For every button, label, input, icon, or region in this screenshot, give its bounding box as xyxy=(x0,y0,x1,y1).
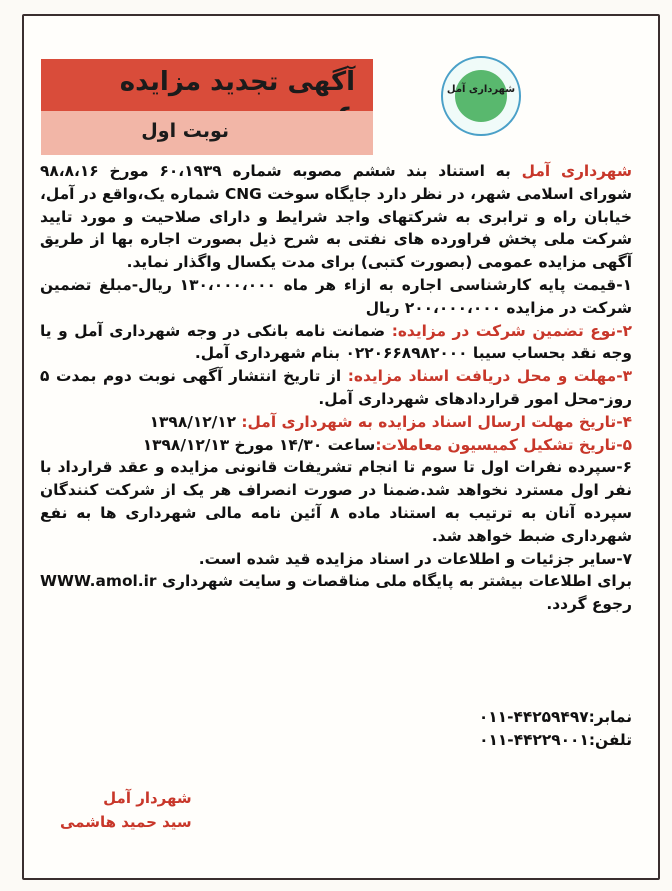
signature-block xyxy=(60,786,192,834)
intro-text: به استناد بند ششم مصوبه شماره ۶۰،۱۹۳۹ مورخ ۹۸،۸،۱۶ شورای اسلامی شهر، در نظر دارد جایگاه سوخت CNG شماره یک،واقع در آمل، خیابان راه و ترابری به شرکتهای واجد شرایط و دارای صلاحیت و مورد تایید شرکت ملی پخش فراورده های نفتی به شرح ذیل بصورت اجاره بها از طریق آگهی مزایده عمومی (بصورت کتبی) برای مدت یکسال واگذار نماید. xyxy=(40,162,632,272)
item-7 xyxy=(40,548,632,571)
municipality-logo xyxy=(441,56,521,136)
fax-number: نمابر:۴۴۲۵۹۴۹۷-۰۱۱ xyxy=(478,708,632,726)
item-text: ۱-قیمت پایه کارشناسی اجاره به ازاء هر ماه ۱۳۰،۰۰۰،۰۰۰ ریال-مبلغ تضمین شرکت در مزایده ۲۰۰،۰۰۰،۰۰۰ ریال xyxy=(40,275,632,317)
item-label: ۴-تاریخ مهلت ارسال اسناد مزایده به شهرداری آمل: xyxy=(241,412,632,431)
intro-org: شهرداری آمل xyxy=(521,162,632,180)
logo-emblem xyxy=(455,70,507,122)
item-5 xyxy=(40,434,632,457)
header-subtitle-band xyxy=(41,111,373,155)
item-text: ۷-سایر جزئیات و اطلاعات در اسناد مزایده قید شده است. xyxy=(198,549,632,568)
item-6 xyxy=(40,456,632,547)
signatory-name: سید حمید هاشمی xyxy=(60,813,192,831)
item-2 xyxy=(40,320,632,366)
phone-number: تلفن:۴۴۲۲۹۰۰۱-۰۱۱ xyxy=(479,731,632,749)
item-text: از تاریخ انتشار آگهی نوبت دوم بمدت ۵ روز-محل امور قراردادهای شهرداری آمل. xyxy=(40,367,632,408)
item-label: ۵-تاریخ تشکیل کمیسیون معاملات: xyxy=(375,435,632,454)
notice-subtitle: نوبت اول xyxy=(141,120,229,142)
notice-header xyxy=(41,59,373,155)
item-1 xyxy=(40,274,632,320)
item-text: ضمانت نامه بانکی در وجه شهرداری آمل و یا وجه نقد بحساب سیبا ۰۲۲۰۶۶۸۹۸۲۰۰۰ بنام شهرداری آمل. xyxy=(40,321,632,363)
contact-block xyxy=(479,706,632,752)
notice-body xyxy=(40,160,632,616)
item-text: ۱۳۹۸/۱۲/۱۲ xyxy=(149,412,242,431)
item-text: ۶-سپرده نفرات اول تا سوم تا انجام تشریفات قانونی مزایده و عقد قرارداد با نفر اول مسترد نخواهد شد.ضمنا در صورت انصراف هر یک از شرکت کنندگان سپرده آنان به ترتیب به استناد ماده ۸ آئین نامه مالی شهرداری ها به نفع شهرداری ضبط خواهد شد. xyxy=(40,458,632,545)
notice-title: آگهی تجدید مزایده xyxy=(119,67,355,97)
header-title-band xyxy=(41,59,373,111)
item-label: ۳-مهلت و محل دریافت اسناد مزایده: xyxy=(347,367,632,386)
item-3 xyxy=(40,365,632,411)
item-label: ۲-نوع تضمین شرکت در مزایده: xyxy=(391,321,633,340)
item-4 xyxy=(40,411,632,434)
logo-text: شهرداری آمل xyxy=(446,84,516,95)
item-text: ساعت ۱۴/۳۰ مورخ ۱۳۹۸/۱۲/۱۳ xyxy=(142,435,376,454)
intro-paragraph xyxy=(40,160,632,274)
item-text: برای اطلاعات بیشتر به پایگاه ملی مناقصات و سایت شهرداری WWW.amol.ir رجوع گردد. xyxy=(40,572,632,614)
item-more-info xyxy=(40,570,632,616)
signatory-title: شهردار آمل xyxy=(103,789,192,807)
